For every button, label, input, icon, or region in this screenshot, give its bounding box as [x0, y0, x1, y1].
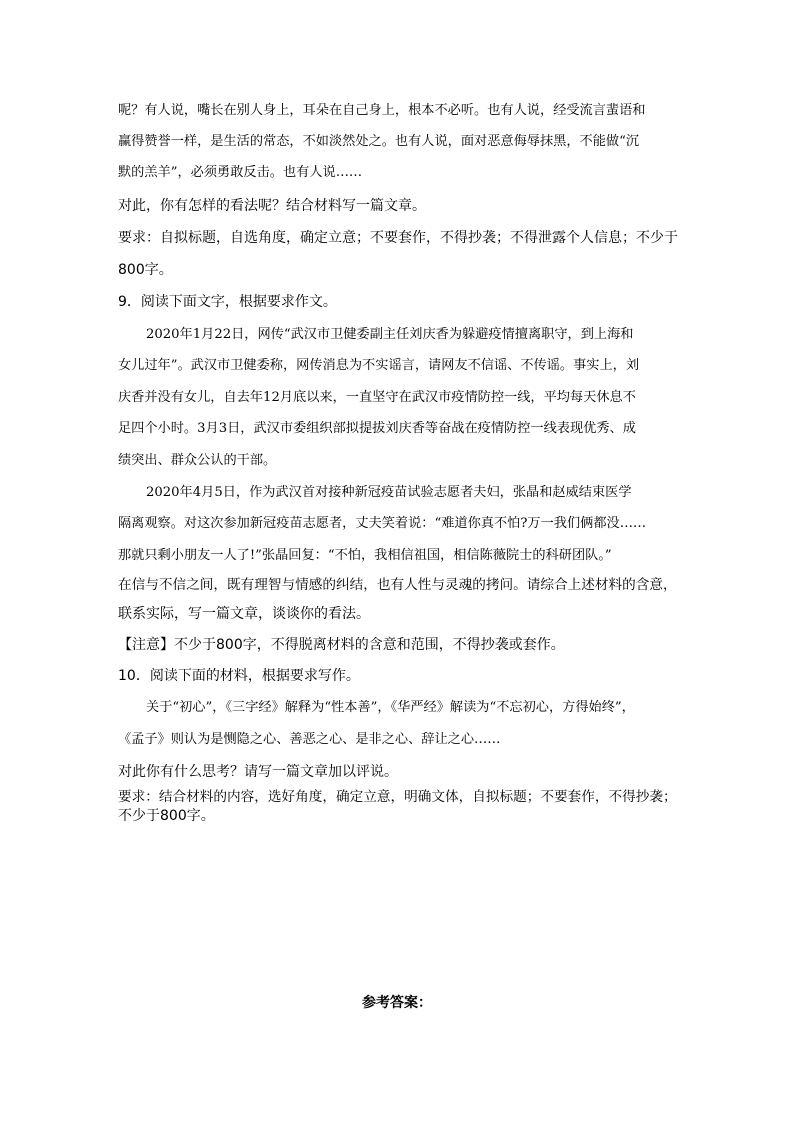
q9-material1-line-2: 女儿过年”。武汉市卫健委称，网传消息为不实谣言，请网友不信谣、不传谣。事实上，刘 — [118, 358, 640, 373]
q10-requirement-line-1: 要求：结合材料的内容，选好角度，确定立意，明确文体，自拟标题；不要套作，不得抄袭； — [118, 789, 677, 805]
q9-prompt-line-2: 联系实际，写一篇文章，谈谈你的看法。 — [118, 606, 370, 622]
q10-requirement-line-2: 不少于800字。 — [118, 808, 215, 824]
q10-material-line-2: 《孟子》则认为是恻隐之心、善恶之心、是非之心、辞让之心…… — [118, 732, 501, 747]
q9-heading: 9．阅读下面文字，根据要求作文。 — [118, 294, 337, 310]
q8-material-line-3: 默的羔羊”，必须勇敢反击。也有人说…… — [118, 165, 363, 180]
q9-material1-line-1: 2020年1月22日，网传“武汉市卫健委副主任刘庆香为躲避疫情擅离职守，到上海和 — [146, 327, 634, 342]
q8-material-line-2: 赢得赞誉一样，是生活的常态，不如淡然处之。也有人说，面对恶意侮辱抹黑，不能做“沉 — [118, 134, 640, 149]
q9-prompt-line-1: 在信与不信之间，既有理智与情感的纠结，也有人性与灵魂的拷问。请综合上述材料的含意， — [118, 577, 677, 593]
q9-note: 【注意】不少于800字，不得脱离材料的含意和范围，不得抄袭或套作。 — [118, 637, 565, 653]
q9-material1-line-4: 足四个小时。3月3日，武汉市委组织部拟提拔刘庆香等奋战在疫情防控一线表现优秀、成 — [118, 421, 636, 436]
q10-material-line-1: 关于“初心”，《三字经》解释为“性本善”，《华严经》解读为“不忘初心，方得始终”， — [146, 700, 635, 715]
answers-heading: 参考答案： — [362, 995, 432, 1011]
q8-requirement-line-1: 要求：自拟标题，自选角度，确定立意；不要套作，不得抄袭；不得泄露个人信息；不少于 — [118, 230, 678, 246]
q8-material-line-1: 呢？有人说，嘴长在别人身上，耳朵在自己身上，根本不必听。也有人说，经受流言蜚语和 — [118, 103, 646, 118]
q9-material1-line-3: 庆香并没有女儿，自去年12月底以来，一直坚守在武汉市疫情防控一线，平均每天休息不 — [118, 390, 636, 405]
q9-material2-line-1: 2020年4月5日，作为武汉首对接种新冠疫苗试验志愿者夫妇，张晶和赵威结束医学 — [146, 485, 632, 500]
q10-prompt: 对此你有什么思考？请写一篇文章加以评说。 — [118, 764, 398, 780]
q9-material2-line-3: 那就只剩小朋友一人了!”张晶回复：“不怕，我相信祖国，相信陈薇院士的科研团队。” — [118, 548, 612, 563]
q9-material1-line-5: 绩突出、群众公认的干部。 — [118, 453, 277, 468]
q9-material2-line-2: 隔离观察。对这次参加新冠疫苗志愿者，丈夫笑着说：“难道你真不怕?万一我们俩都没…… — [118, 516, 647, 531]
q10-heading: 10．阅读下面的材料，根据要求写作。 — [118, 668, 360, 684]
q8-requirement-line-2: 800字。 — [118, 262, 173, 278]
q8-prompt: 对此，你有怎样的看法呢？结合材料写一篇文章。 — [118, 198, 426, 214]
